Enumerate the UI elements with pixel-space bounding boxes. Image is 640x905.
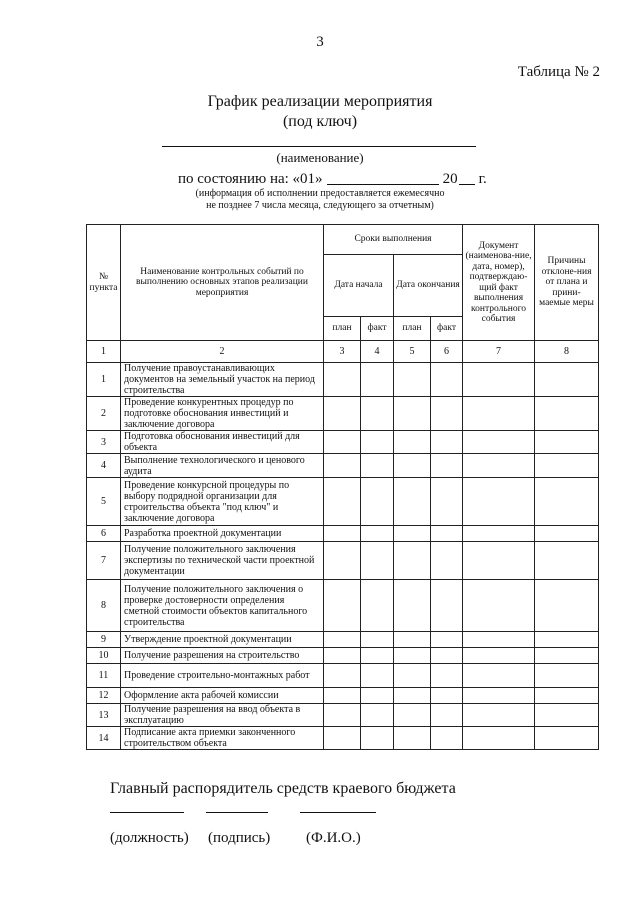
empty-cell[interactable] [463, 454, 535, 478]
empty-cell[interactable] [324, 648, 361, 664]
empty-cell[interactable] [394, 397, 431, 431]
empty-cell[interactable] [535, 664, 599, 688]
header-plan: план [394, 317, 431, 341]
column-numbers-row [87, 341, 599, 363]
empty-cell[interactable] [361, 363, 394, 397]
empty-cell[interactable] [324, 632, 361, 648]
position-signature-line [110, 812, 184, 813]
table-row [87, 478, 599, 526]
year-suffix: г. [478, 171, 487, 187]
control-event-name: Разработка проектной документации [121, 526, 324, 542]
empty-cell[interactable] [394, 704, 431, 727]
empty-cell[interactable] [394, 454, 431, 478]
empty-cell[interactable] [431, 454, 463, 478]
empty-cell[interactable] [324, 431, 361, 454]
empty-cell[interactable] [324, 454, 361, 478]
empty-cell[interactable] [324, 478, 361, 526]
empty-cell[interactable] [361, 648, 394, 664]
info-note-line2: не позднее 7 числа месяца, следующего за отчетным) [206, 200, 434, 211]
year-blank [459, 170, 475, 185]
table-row [87, 664, 599, 688]
row-number: 12 [87, 688, 121, 704]
control-event-name: Подготовка обоснования инвестиций для объекта [121, 431, 324, 454]
empty-cell[interactable] [535, 526, 599, 542]
empty-cell[interactable] [361, 431, 394, 454]
table-row [87, 648, 599, 664]
table-row [87, 454, 599, 478]
empty-cell[interactable] [431, 431, 463, 454]
empty-cell[interactable] [431, 542, 463, 580]
empty-cell[interactable] [324, 664, 361, 688]
col-number: 2 [121, 341, 324, 363]
empty-cell[interactable] [431, 478, 463, 526]
table-row [87, 397, 599, 431]
empty-cell[interactable] [394, 526, 431, 542]
empty-cell[interactable] [535, 431, 599, 454]
document-subtitle: (под ключ) [282, 113, 358, 130]
empty-cell[interactable] [463, 526, 535, 542]
empty-cell[interactable] [361, 542, 394, 580]
empty-cell[interactable] [535, 727, 599, 750]
row-number: 11 [87, 664, 121, 688]
empty-cell[interactable] [324, 727, 361, 750]
empty-cell[interactable] [324, 580, 361, 632]
col-number: 5 [394, 341, 431, 363]
col-number: 7 [463, 341, 535, 363]
empty-cell[interactable] [463, 664, 535, 688]
empty-cell[interactable] [463, 397, 535, 431]
page-number: 3 [316, 34, 324, 50]
info-note-line1: (информация об исполнении предоставляется ежемесячно [195, 188, 445, 199]
empty-cell[interactable] [394, 363, 431, 397]
empty-cell[interactable] [361, 397, 394, 431]
budget-distributor-label: Главный распорядитель средств краевого бюджета [110, 780, 456, 797]
control-event-name: Проведение конкурентных процедур по подготовке обоснования инвестиций и заключение договора [121, 397, 324, 431]
table-row [87, 542, 599, 580]
table-row [87, 727, 599, 750]
empty-cell[interactable] [463, 704, 535, 727]
empty-cell[interactable] [535, 363, 599, 397]
row-number: 13 [87, 704, 121, 727]
table-label: Таблица № 2 [517, 64, 600, 80]
header-start-date: Дата начала [324, 255, 394, 317]
empty-cell[interactable] [535, 648, 599, 664]
col-number: 3 [324, 341, 361, 363]
empty-cell[interactable] [361, 664, 394, 688]
empty-cell[interactable] [431, 363, 463, 397]
control-event-name: Получение разрешения на строительство [121, 648, 324, 664]
empty-cell[interactable] [535, 542, 599, 580]
empty-cell[interactable] [535, 454, 599, 478]
table-row [87, 363, 599, 397]
empty-cell[interactable] [394, 688, 431, 704]
control-event-name: Утверждение проектной документации [121, 632, 324, 648]
header-document: Документ (наименова-ние, дата, номер), подтверждаю-щий факт выполнения контрольного события [463, 225, 535, 341]
schedule-table [86, 224, 599, 750]
row-number: 14 [87, 727, 121, 750]
row-number: 5 [87, 478, 121, 526]
header-name: Наименование контрольных событий по выполнению основных этапов реализации мероприятия [121, 225, 324, 341]
empty-cell[interactable] [394, 478, 431, 526]
document-title: График реализации мероприятия [207, 93, 433, 110]
table-row [87, 526, 599, 542]
row-number: 9 [87, 632, 121, 648]
empty-cell[interactable] [324, 704, 361, 727]
empty-cell[interactable] [361, 704, 394, 727]
header-plan: план [324, 317, 361, 341]
row-number: 7 [87, 542, 121, 580]
control-event-name: Подписание акта приемки законченного строительством объекта [121, 727, 324, 750]
row-number: 8 [87, 580, 121, 632]
row-number: 4 [87, 454, 121, 478]
empty-cell[interactable] [431, 526, 463, 542]
row-number: 10 [87, 648, 121, 664]
sign-caption: (подпись) [208, 830, 271, 846]
empty-cell[interactable] [431, 648, 463, 664]
control-event-name: Получение правоустанавливающих документов на земельный участок на период строительства [121, 363, 324, 397]
empty-cell[interactable] [361, 526, 394, 542]
empty-cell[interactable] [463, 542, 535, 580]
empty-cell[interactable] [431, 727, 463, 750]
table-row [87, 632, 599, 648]
row-number: 3 [87, 431, 121, 454]
empty-cell[interactable] [361, 580, 394, 632]
empty-cell[interactable] [394, 648, 431, 664]
empty-cell[interactable] [324, 542, 361, 580]
empty-cell[interactable] [535, 688, 599, 704]
header-end-date: Дата окончания [394, 255, 463, 317]
name-underline [162, 146, 476, 147]
control-event-name: Проведение строительно-монтажных работ [121, 664, 324, 688]
sign-signature-line [206, 812, 268, 813]
row-number: 6 [87, 526, 121, 542]
control-event-name: Получение положительного заключения экспертизы по технической части проектной документации [121, 542, 324, 580]
empty-cell[interactable] [394, 727, 431, 750]
empty-cell[interactable] [394, 580, 431, 632]
year-prefix: 20 [442, 171, 458, 187]
name-caption: (наименование) [276, 150, 364, 165]
empty-cell[interactable] [535, 632, 599, 648]
empty-cell[interactable] [361, 727, 394, 750]
empty-cell[interactable] [361, 454, 394, 478]
row-number: 2 [87, 397, 121, 431]
empty-cell[interactable] [324, 397, 361, 431]
empty-cell[interactable] [431, 664, 463, 688]
empty-cell[interactable] [535, 580, 599, 632]
empty-cell[interactable] [535, 704, 599, 727]
empty-cell[interactable] [324, 363, 361, 397]
empty-cell[interactable] [463, 688, 535, 704]
table-row [87, 580, 599, 632]
table-row [87, 431, 599, 454]
col-number: 4 [361, 341, 394, 363]
table-row [87, 688, 599, 704]
empty-cell[interactable] [324, 526, 361, 542]
row-number: 1 [87, 363, 121, 397]
empty-cell[interactable] [431, 632, 463, 648]
control-event-name: Выполнение технологического и ценового аудита [121, 454, 324, 478]
table-row [87, 704, 599, 727]
col-number: 1 [87, 341, 121, 363]
control-event-name: Получение разрешения на ввод объекта в эксплуатацию [121, 704, 324, 727]
header-fact: факт [431, 317, 463, 341]
position-caption: (должность) [110, 830, 189, 846]
empty-cell[interactable] [324, 688, 361, 704]
empty-cell[interactable] [431, 704, 463, 727]
empty-cell[interactable] [463, 363, 535, 397]
empty-cell[interactable] [394, 664, 431, 688]
header-num: № пункта [87, 225, 121, 341]
empty-cell[interactable] [463, 648, 535, 664]
empty-cell[interactable] [535, 478, 599, 526]
empty-cell[interactable] [361, 632, 394, 648]
empty-cell[interactable] [463, 431, 535, 454]
empty-cell[interactable] [431, 397, 463, 431]
empty-cell[interactable] [431, 688, 463, 704]
header-fact: факт [361, 317, 394, 341]
month-blank [327, 170, 439, 185]
empty-cell[interactable] [463, 632, 535, 648]
fio-signature-line [300, 812, 376, 813]
empty-cell[interactable] [361, 478, 394, 526]
header-reasons: Причины отклоне-ния от плана и прини-маемые меры [535, 225, 599, 341]
col-number: 6 [431, 341, 463, 363]
header-deadlines: Сроки выполнения [324, 225, 463, 255]
empty-cell[interactable] [431, 580, 463, 632]
empty-cell[interactable] [394, 632, 431, 648]
empty-cell[interactable] [463, 580, 535, 632]
as-of-date-line [178, 170, 487, 188]
control-event-name: Оформление акта рабочей комиссии [121, 688, 324, 704]
empty-cell[interactable] [394, 431, 431, 454]
empty-cell[interactable] [535, 397, 599, 431]
control-event-name: Получение положительного заключения о проверке достоверности определения сметной стоимости объектов капитального строительства [121, 580, 324, 632]
empty-cell[interactable] [361, 688, 394, 704]
col-number: 8 [535, 341, 599, 363]
empty-cell[interactable] [463, 478, 535, 526]
fio-caption: (Ф.И.О.) [306, 830, 361, 846]
empty-cell[interactable] [394, 542, 431, 580]
as-of-prefix: по состоянию на: «01» [178, 171, 323, 187]
control-event-name: Проведение конкурсной процедуры по выбору подрядной организации для строительства объекта "под ключ" и заключение договора [121, 478, 324, 526]
empty-cell[interactable] [463, 727, 535, 750]
